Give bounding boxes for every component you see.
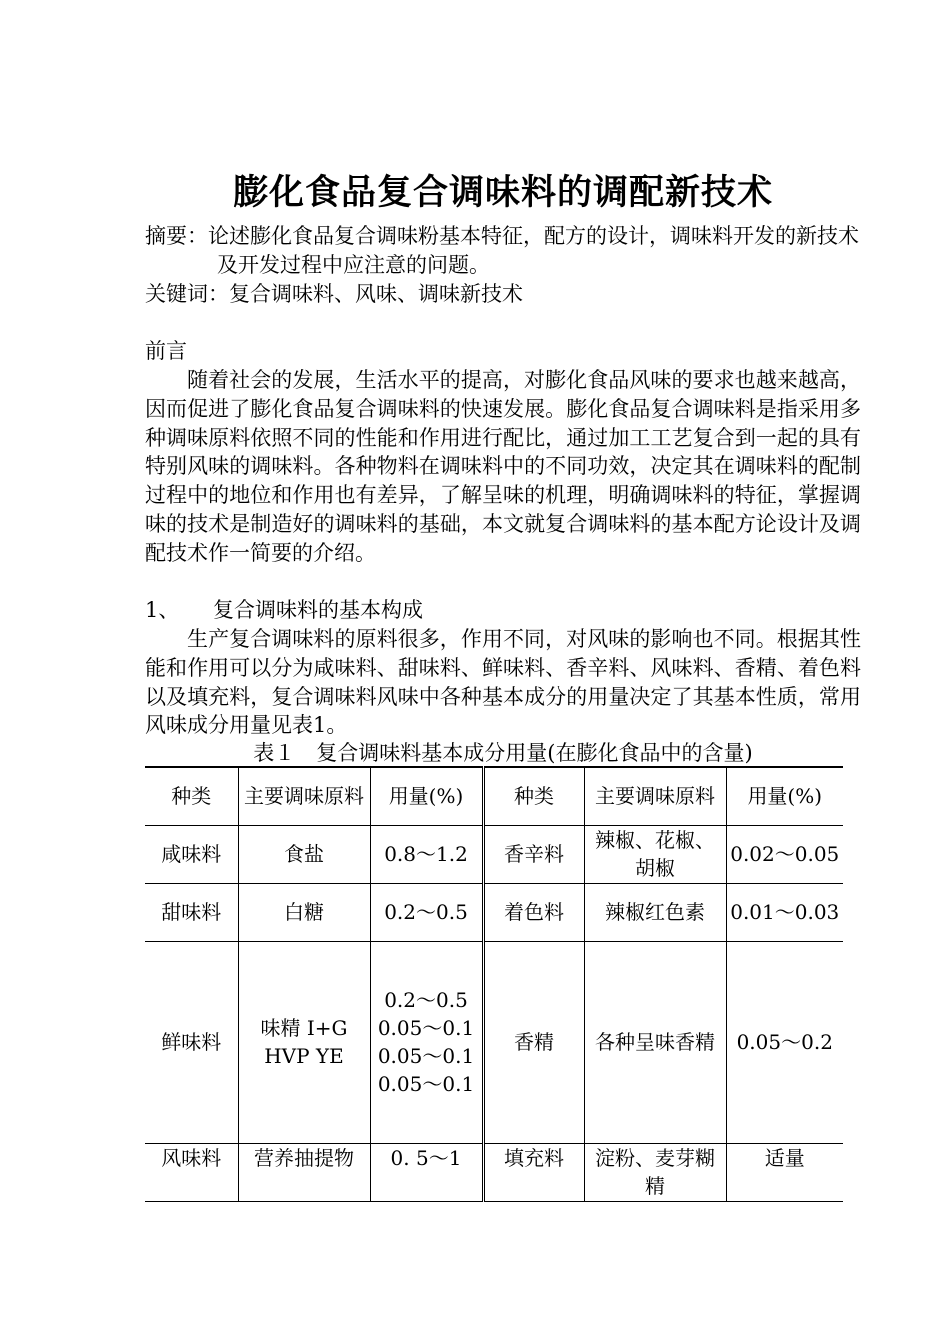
cell: 鲜味料 — [145, 941, 238, 1143]
cell: 0.02～0.05 — [726, 825, 843, 883]
section-1-number: 1、 — [145, 598, 180, 622]
cell: 淀粉、麦芽糊精 — [584, 1143, 726, 1201]
cell: 香辛料 — [483, 825, 584, 883]
header-material-2: 主要调味原料 — [584, 767, 726, 825]
cell: 0.8～1.2 — [370, 825, 483, 883]
keywords-text: 复合调味料、风味、调味新技术 — [229, 282, 523, 306]
cell: 0.2～0.5 — [370, 883, 483, 941]
cell: 着色料 — [483, 883, 584, 941]
cell: 风味料 — [145, 1143, 238, 1201]
abstract-label: 摘要： — [145, 224, 208, 248]
section-1-heading — [145, 596, 861, 625]
table-caption: 表１ 复合调味料基本成分用量(在膨化食品中的含量) — [253, 741, 753, 765]
section-1-title: 复合调味料的基本构成 — [213, 598, 423, 622]
table-row — [145, 883, 843, 941]
cell: 香精 — [483, 941, 584, 1143]
table-row — [145, 1143, 843, 1201]
header-material-1: 主要调味原料 — [238, 767, 370, 825]
header-category-1: 种类 — [145, 767, 238, 825]
cell: 0.05～0.2 — [726, 941, 843, 1143]
cell: 0.01～0.03 — [726, 883, 843, 941]
document-title: 膨化食品复合调味料的调配新技术 — [232, 172, 773, 213]
keywords-label: 关键词： — [145, 282, 229, 306]
cell: 甜味料 — [145, 883, 238, 941]
cell: 白糖 — [238, 883, 370, 941]
table-row — [145, 825, 843, 883]
cell: 辣椒红色素 — [584, 883, 726, 941]
abstract-text: 论述膨化食品复合调味粉基本特征，配方的设计，调味料开发的新技术及开发过程中应注意的问题。 — [208, 224, 859, 277]
cell: 辣椒、花椒、胡椒 — [584, 825, 726, 883]
cell: 味精 I+G HVP YE — [238, 941, 370, 1143]
cell: 0.2～0.5 0.05～0.1 0.05～0.1 0.05～0.1 — [370, 941, 483, 1143]
cell: 营养抽提物 — [238, 1143, 370, 1201]
cell: 适量 — [726, 1143, 843, 1201]
header-category-2: 种类 — [483, 767, 584, 825]
cell: 0. 5～1 — [370, 1143, 483, 1201]
cell: 咸味料 — [145, 825, 238, 883]
header-amount-1: 用量(%) — [370, 767, 483, 825]
ingredient-table — [145, 766, 843, 1202]
section-1-paragraph: 生产复合调味料的原料很多，作用不同，对风味的影响也不同。根据其性能和作用可以分为咸味料、甜味料、鲜味料、香辛料、风味料、香精、着色料以及填充料，复合调味料风味中各种基本成分的用量决定了其基本性质，常用风味成分用量见表1。 — [145, 627, 861, 738]
preface-paragraph: 随着社会的发展，生活水平的提高，对膨化食品风味的要求也越来越高，因而促进了膨化食品复合调味料的快速发展。膨化食品复合调味料是指采用多种调味原料依照不同的性能和作用进行配比，通过加工工艺复合到一起的具有特别风味的调味料。各种物料在调味料中的不同功效，决定其在调味料的配制过程中的地位和作用也有差异，了解呈味的机理，明确调味料的特征，掌握调味的技术是制造好的调味料的基础，本文就复合调味料的基本配方论设计及调配技术作一简要的介绍。 — [145, 368, 861, 565]
keywords — [145, 280, 861, 309]
preface-heading: 前言 — [145, 339, 187, 363]
abstract — [145, 222, 861, 280]
cell: 各种呈味香精 — [584, 941, 726, 1143]
cell: 填充料 — [483, 1143, 584, 1201]
table-row — [145, 941, 843, 1143]
cell: 食盐 — [238, 825, 370, 883]
header-amount-2: 用量(%) — [726, 767, 843, 825]
